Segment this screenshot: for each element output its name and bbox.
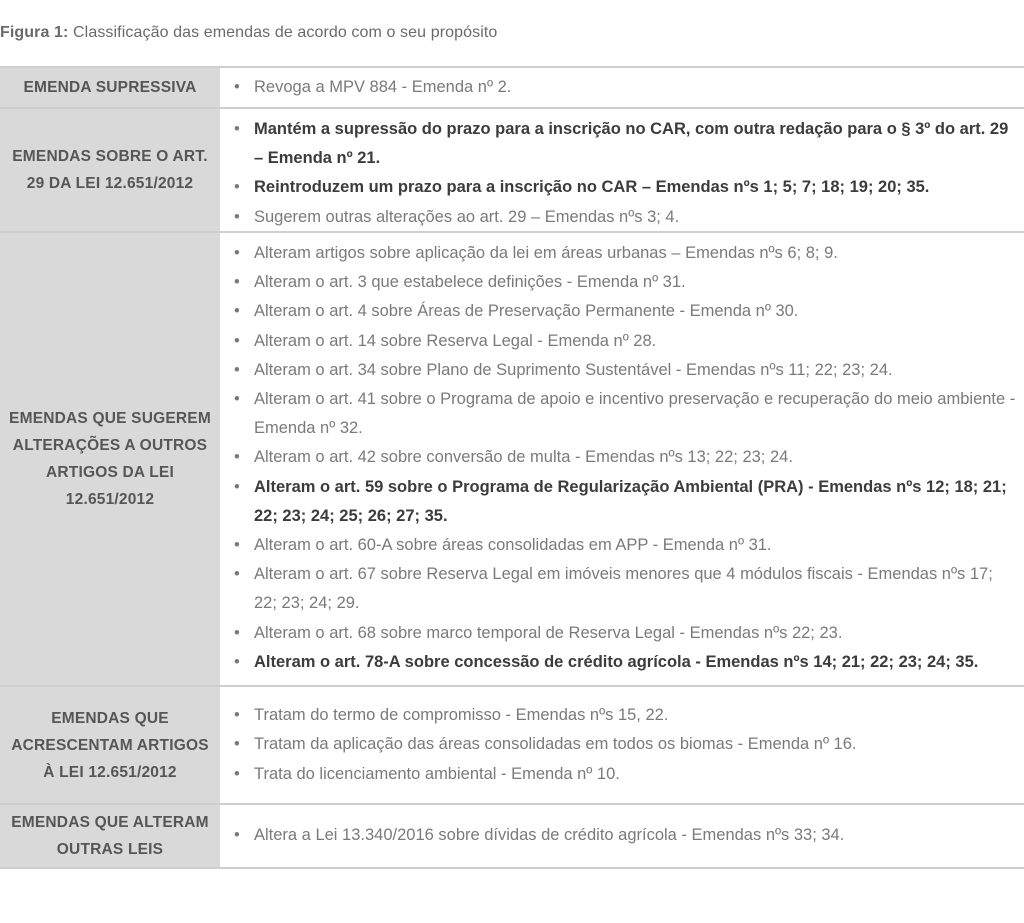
row-category: EMENDA SUPRESSIVA [0, 68, 220, 107]
figure-title: Classificação das emendas de acordo com o seu propósito [68, 24, 498, 41]
row-items [220, 687, 1024, 803]
list-item: • Revoga a MPV 884 - Emenda nº 2. [234, 73, 1016, 102]
list-item: • Trata do licenciamento ambiental - Emenda nº 10. [234, 760, 1016, 789]
table-row-art29 [0, 109, 1024, 233]
table-row-outras-leis [0, 805, 1024, 869]
list-item: • Alteram o art. 41 sobre o Programa de apoio e incentivo preservação e recuperação do meio ambiente - Emenda nº 32. [234, 385, 1016, 443]
bullet-icon: • [234, 273, 240, 292]
bullet-icon: • [234, 360, 240, 379]
bullet-icon: • [234, 826, 240, 845]
bullet-icon: • [234, 390, 240, 409]
bullet-icon: • [234, 706, 240, 725]
table-row-acrescentam [0, 687, 1024, 805]
list-item: • Alteram o art. 59 sobre o Programa de Regularização Ambiental (PRA) - Emendas nºs 12; 18; 21; 22; 23; 24; 25; 26; 27; 35. [234, 473, 1016, 531]
list-item: • Tratam do termo de compromisso - Emendas nºs 15, 22. [234, 701, 1016, 730]
amendments-table [0, 66, 1024, 869]
figure-label: Figura 1: [0, 24, 69, 41]
list-item: • Alteram artigos sobre aplicação da lei em áreas urbanas – Emendas nºs 6; 8; 9. [234, 239, 1016, 268]
list-item: • Alteram o art. 68 sobre marco temporal de Reserva Legal - Emendas nºs 22; 23. [234, 619, 1016, 648]
bullet-icon: • [234, 764, 240, 783]
list-item: • Alteram o art. 4 sobre Áreas de Preservação Permanente - Emenda nº 30. [234, 297, 1016, 326]
bullet-icon: • [234, 735, 240, 754]
bullet-icon: • [234, 178, 240, 197]
list-item: • Altera a Lei 13.340/2016 sobre dívidas de crédito agrícola - Emendas nºs 33; 34. [234, 821, 1016, 850]
table-row-outros-artigos [0, 233, 1024, 687]
list-item: • Reintroduzem um prazo para a inscrição no CAR – Emendas nºs 1; 5; 7; 18; 19; 20; 35. [234, 173, 1016, 202]
bullet-icon: • [234, 565, 240, 584]
list-item: • Tratam da aplicação das áreas consolidadas em todos os biomas - Emenda nº 16. [234, 730, 1016, 759]
bullet-icon: • [234, 448, 240, 467]
list-item: • Mantém a supressão do prazo para a inscrição no CAR, com outra redação para o § 3º do art. 29 – Emenda nº 21. [234, 115, 1016, 173]
row-category: EMENDAS QUE SUGEREM ALTERAÇÕES A OUTROS ARTIGOS DA LEI 12.651/2012 [0, 233, 220, 685]
list-item: • Alteram o art. 42 sobre conversão de multa - Emendas nºs 13; 22; 23; 24. [234, 443, 1016, 472]
list-item: • Sugerem outras alterações ao art. 29 – Emendas nºs 3; 4. [234, 203, 1016, 232]
bullet-icon: • [234, 536, 240, 555]
bullet-icon: • [234, 331, 240, 350]
list-item: • Alteram o art. 78-A sobre concessão de crédito agrícola - Emendas nºs 14; 21; 22; 23; 24; 35. [234, 648, 1016, 677]
list-item: • Alteram o art. 34 sobre Plano de Suprimento Sustentável - Emendas nºs 11; 22; 23; 24. [234, 356, 1016, 385]
bullet-icon: • [234, 120, 240, 138]
bullet-icon: • [234, 652, 240, 671]
row-category: EMENDAS SOBRE O ART. 29 DA LEI 12.651/2012 [0, 109, 220, 231]
row-items [220, 109, 1024, 231]
table-row-supressiva [0, 68, 1024, 109]
list-item: • Alteram o art. 67 sobre Reserva Legal em imóveis menores que 4 módulos fiscais - Emendas nºs 17; 22; 23; 24; 29. [234, 560, 1016, 618]
figure-caption [0, 24, 497, 42]
bullet-icon: • [234, 207, 240, 226]
bullet-icon: • [234, 477, 240, 496]
row-items [220, 233, 1024, 685]
bullet-icon: • [234, 77, 240, 96]
bullet-icon: • [234, 302, 240, 321]
row-category: EMENDAS QUE ACRESCENTAM ARTIGOS À LEI 12.651/2012 [0, 687, 220, 803]
list-item: • Alteram o art. 3 que estabelece definições - Emenda nº 31. [234, 268, 1016, 297]
row-items [220, 68, 1024, 107]
bullet-icon: • [234, 623, 240, 642]
list-item: • Alteram o art. 60-A sobre áreas consolidadas em APP - Emenda nº 31. [234, 531, 1016, 560]
list-item: • Alteram o art. 14 sobre Reserva Legal - Emenda nº 28. [234, 327, 1016, 356]
bullet-icon: • [234, 244, 240, 262]
row-category: EMENDAS QUE ALTERAM OUTRAS LEIS [0, 805, 220, 867]
row-items [220, 805, 1024, 867]
